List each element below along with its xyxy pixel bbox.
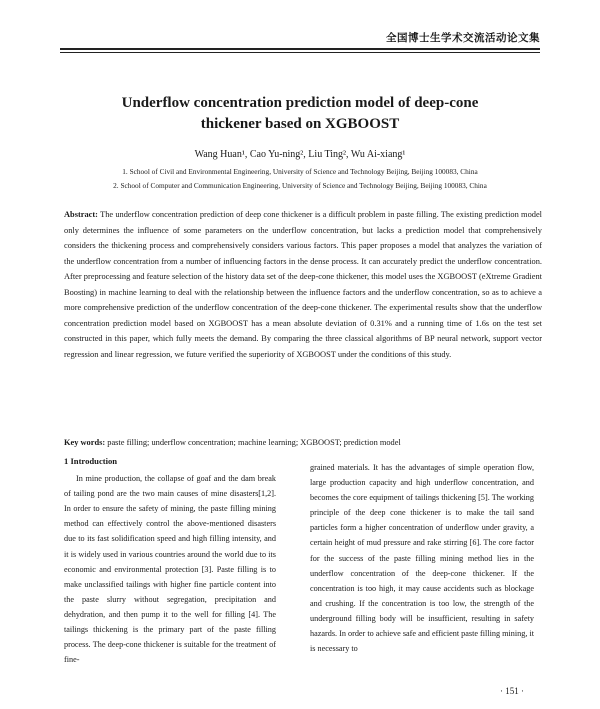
abstract-label: Abstract: (64, 210, 98, 219)
abstract (64, 207, 542, 362)
intro-paragraph-right: grained materials. It has the advantages of simple operation flow, large production capacity and high underflow concentration, and becomes the core equipment of tailings thickening [5]. The working principle of the deep cone thickener is to make the tail sand particles form a higher concentration of underflow under gravity, a certain height of mud pressure and rake stirring [6]. The core factor for the success of the paste filling mining method lies in the underflow concentration of the deep-cone thickener. If the concentration is too high, it may cause accidents such as blockage and crushing. If the concentration is too low, the strength of the underground filling body will be insufficient, resulting in safety hazards. In order to achieve safe and efficient paste filling mining, it is necessary to (310, 463, 534, 654)
section-heading: 1 Introduction (64, 456, 118, 466)
title-line-1: Underflow concentration prediction model of deep-cone (121, 95, 479, 111)
keywords-text: paste filling; underflow concentration; machine learning; XGBOOST; prediction model (107, 438, 401, 447)
running-header: 全国博士生学术交流活动论文集 (386, 32, 540, 44)
author-list: Wang Huan¹, Cao Yu-ning², Liu Ting², Wu Ai-xiang¹ (194, 149, 406, 160)
page-number: · 151 · (500, 686, 524, 696)
left-column (64, 454, 276, 667)
right-column (310, 460, 534, 656)
header-rule-thin (60, 52, 540, 53)
affiliations (60, 165, 540, 193)
intro-paragraph-left: In mine production, the collapse of goaf and the dam break of tailing pond are the two main causes of mine disasters[1,2]. In order to ensure the safety of mining, the paste filling mining method can effectively control the above-mentioned disasters due to its fast solidification speed and high filling intensity, and it is widely used in various countries around the world due to its economic and environmental protection [3]. Paste filling is to make unclassified tailings with higher fine particle content into the paste slurry without segregation, precipitation and dehydration, and then pump it to the well for filling [4]. The tailings thickening is the primary part of the paste filling process. The deep-cone thickener is suitable for the treatment of fine- (64, 474, 276, 665)
affiliation-1: 1. School of Civil and Environmental Engineering, University of Science and Technology Beijing, Beijing 100083, China (122, 167, 478, 176)
keywords (64, 436, 542, 450)
affiliation-2: 2. School of Computer and Communication Engineering, University of Science and Technology Beijing, Beijing 100083, China (113, 181, 487, 190)
header-rule (60, 48, 540, 50)
title-line-2: thickener based on XGBOOST (200, 116, 400, 132)
abstract-text: The underflow concentration prediction of deep cone thickener is a difficult problem in paste filling. The existing prediction model only determines the influence of some parameters on the underflow concentration, but lacks a prediction model that comprehensively considers the thickening process and comprehensively considers various factors. This paper proposes a model that analyzes the variation of the underflow concentration from a number of influencing factors in the dense process. It can accurately predict the underflow concentration. After preprocessing and feature selection of the history data set of the deep-cone thickener, this model uses the XGBOOST (eXtreme Gradient Boosting) in machine learning to deal with the relationship between the influence factors and the underflow concentration, so as to achieve a more comprehensive prediction of the underflow concentration of the deep-cone thickener. The experimental results show that the underflow concentration prediction model based on XGBOOST has a mean absolute deviation of 0.31% and a running time of 1.6s on the test set constructed in this paper, which fully meets the demand. By comparing the three classical algorithms of BP neural network, support vector regression and linear regression, we future verified the superiority of XGBOOST under the conditions of this study. (64, 210, 542, 359)
keywords-label: Key words: (64, 438, 106, 447)
paper-title (60, 93, 540, 135)
